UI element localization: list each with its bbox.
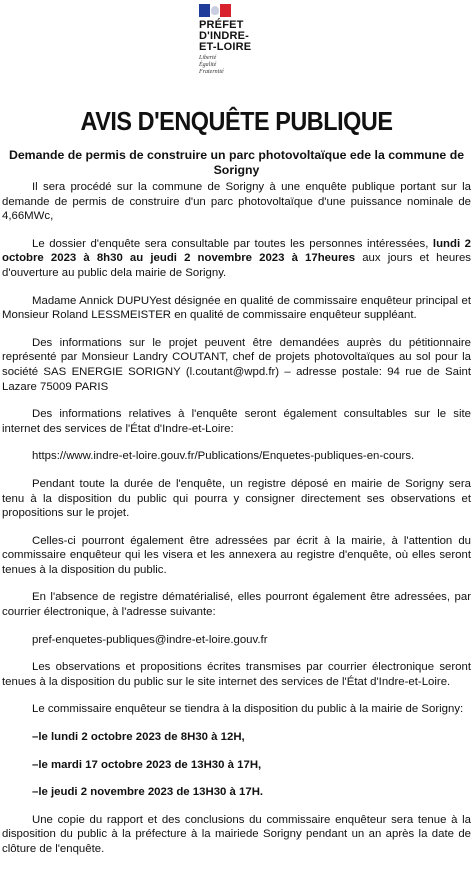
permanence-item: –le jeudi 2 novembre 2023 de 13H30 à 17H. (32, 786, 264, 799)
consultation-dates: lundi 2 octobre 2023 à 8h30 au jeudi 2 novembre 2023 à 17heures (2, 237, 471, 265)
paragraph-petitioner: Des informations sur le projet peuvent être demandées auprès du pétitionnaire représenté par Monsieur Landry COUTANT, chef de projets photovoltaïques au sol pour la société SAS ENERGIE SORIGNY (l.coutant@wpd.fr) – adresse postale: 94 rue de Saint Lazare 75009 PARIS (2, 336, 471, 393)
website-link[interactable]: https://www.indre-et-loire.gouv.fr/Publications/Enquetes-publiques-en-cours. (32, 450, 415, 463)
page-subtitle: Demande de permis de construire un parc photovoltaïque ede la commune de Sorigny (8, 148, 465, 177)
paragraph-website-info: Des informations relatives à l'enquête seront également consultables sur le site internet des services de l'État d'Indre-et-Loire: (2, 408, 471, 435)
notice-body (2, 180, 471, 870)
paragraph-consultation: Le dossier d'enquête sera consultable par toutes les personnes intéressées, lundi 2 octobre 2023 à 8h30 au jeudi 2 novembre 2023 à 17heures aux jours et heures d'ouverture au public dela mairie de Sorigny. (2, 237, 471, 279)
paragraph-email-availability: Les observations et propositions écrites transmises par courrier électronique seront tenues à la disposition du public sur le site internet des services de l'État d'Indre-et-Loire. (2, 661, 471, 688)
paragraph-report: Une copie du rapport et des conclusions du commissaire enquêteur sera tenue à la disposition du public à la préfecture à la mairiede Sorigny pendant un an après la date de clôture de l'enquête. (2, 813, 471, 855)
paragraph-commissioners: Madame Annick DUPUYest désignée en qualité de commissaire enquêteur principal et Monsieur Roland LESSMEISTER en qualité de commissaire enquêteur suppléant. (2, 294, 471, 322)
page-title: AVIS D'ENQUÊTE PUBLIQUE (80, 106, 393, 136)
paragraph-permanences: Le commissaire enquêteur se tiendra à la disposition du public à la mairie de Sorigny: (32, 703, 464, 716)
logo-motto: Liberté Égalité Fraternité (199, 55, 224, 75)
email-link[interactable]: pref-enquetes-publiques@indre-et-loire.gouv.fr (32, 633, 268, 646)
paragraph-intro: Il sera procédé sur la commune de Sorigny à une enquête publique portant sur la demande de permis de construire d'un parc photovoltaïque d'une puissance nominale de 4,66MWc, (2, 181, 471, 223)
paragraph-register: Pendant toute la durée de l'enquête, un registre déposé en mairie de Sorigny sera tenu à la disposition du public qui pourra y consigner directement ses observations et propositions sur le projet. (2, 477, 471, 520)
prefecture-logo (195, 4, 285, 82)
permanence-item: –le mardi 17 octobre 2023 de 13H30 à 17H, (32, 758, 262, 771)
permanence-item: –le lundi 2 octobre 2023 de 8H30 à 12H, (32, 731, 245, 744)
logo-name: PRÉFET D'INDRE- ET-LOIRE (199, 19, 252, 53)
paragraph-email-submissions: En l'absence de registre dématérialisé, elles pourront également être adressées, par courrier électronique, à l'adresse suivante: (2, 591, 471, 619)
paragraph-written-submissions: Celles-ci pourront également être adressées par écrit à la mairie, à l'attention du commissaire enquêteur qui les visera et les annexera au registre d'enquête, où elles seront tenues à la disposition du public. (2, 534, 471, 576)
marianne-flag-icon (199, 4, 231, 17)
